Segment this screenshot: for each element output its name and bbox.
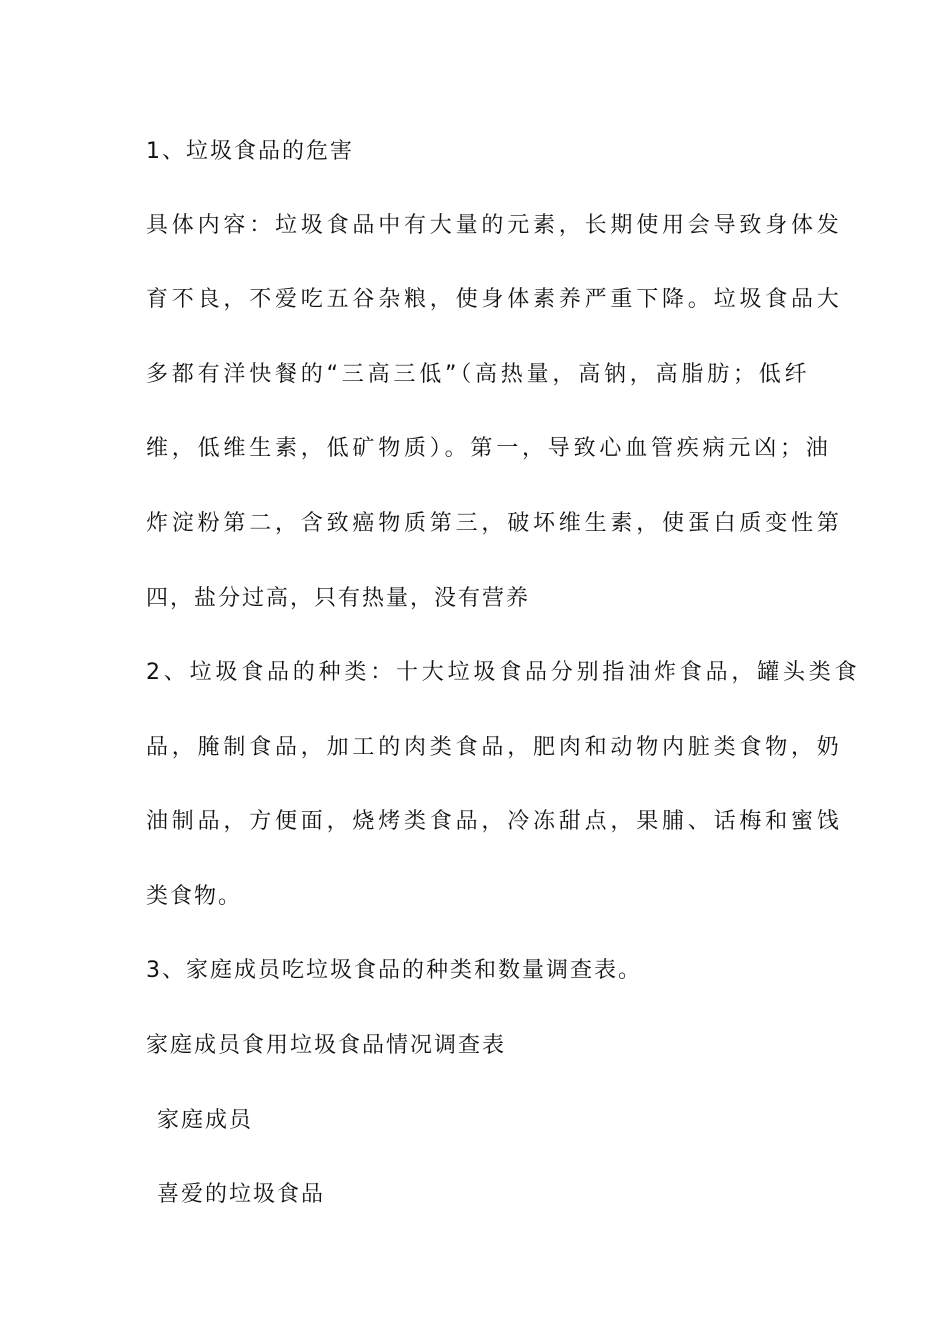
paragraph-line: 油制品，方便面，烧烤类食品，冷冻甜点，果脯、话梅和蜜饯 xyxy=(146,809,843,834)
table-title: 家庭成员食用垃圾食品情况调查表 xyxy=(146,1033,507,1058)
table-header-family-member: 家庭成员 xyxy=(157,1108,254,1133)
section-heading-3: 3、家庭成员吃垃圾食品的种类和数量调查表。 xyxy=(146,958,642,983)
paragraph-line: 维，低维生素，低矿物质）。第一，导致心血管疾病元凶；油 xyxy=(146,436,832,461)
paragraph-line: 品，腌制食品，加工的肉类食品，肥肉和动物内脏类食物，奶 xyxy=(146,735,843,760)
paragraph-line: 四，盐分过高，只有热量，没有营养 xyxy=(146,586,531,611)
section-heading-1: 1、垃圾食品的危害 xyxy=(146,139,354,164)
paragraph-line: 具体内容：垃圾食品中有大量的元素，长期使用会导致身体发 xyxy=(146,213,843,238)
paragraph-line: 2、垃圾食品的种类：十大垃圾食品分别指油炸食品，罐头类食 xyxy=(146,660,861,685)
paragraph-line: 炸淀粉第二，含致癌物质第三，破坏维生素，使蛋白质变性第 xyxy=(146,511,843,536)
table-header-favorite-junk-food: 喜爱的垃圾食品 xyxy=(157,1182,326,1207)
paragraph-line: 类食物。 xyxy=(146,884,243,909)
paragraph-line: 育不良，不爱吃五谷杂粮，使身体素养严重下降。垃圾食品大 xyxy=(146,287,843,312)
paragraph-line: 多都有洋快餐的“三高三低”（高热量，高钠，高脂肪；低纤 xyxy=(146,362,811,387)
